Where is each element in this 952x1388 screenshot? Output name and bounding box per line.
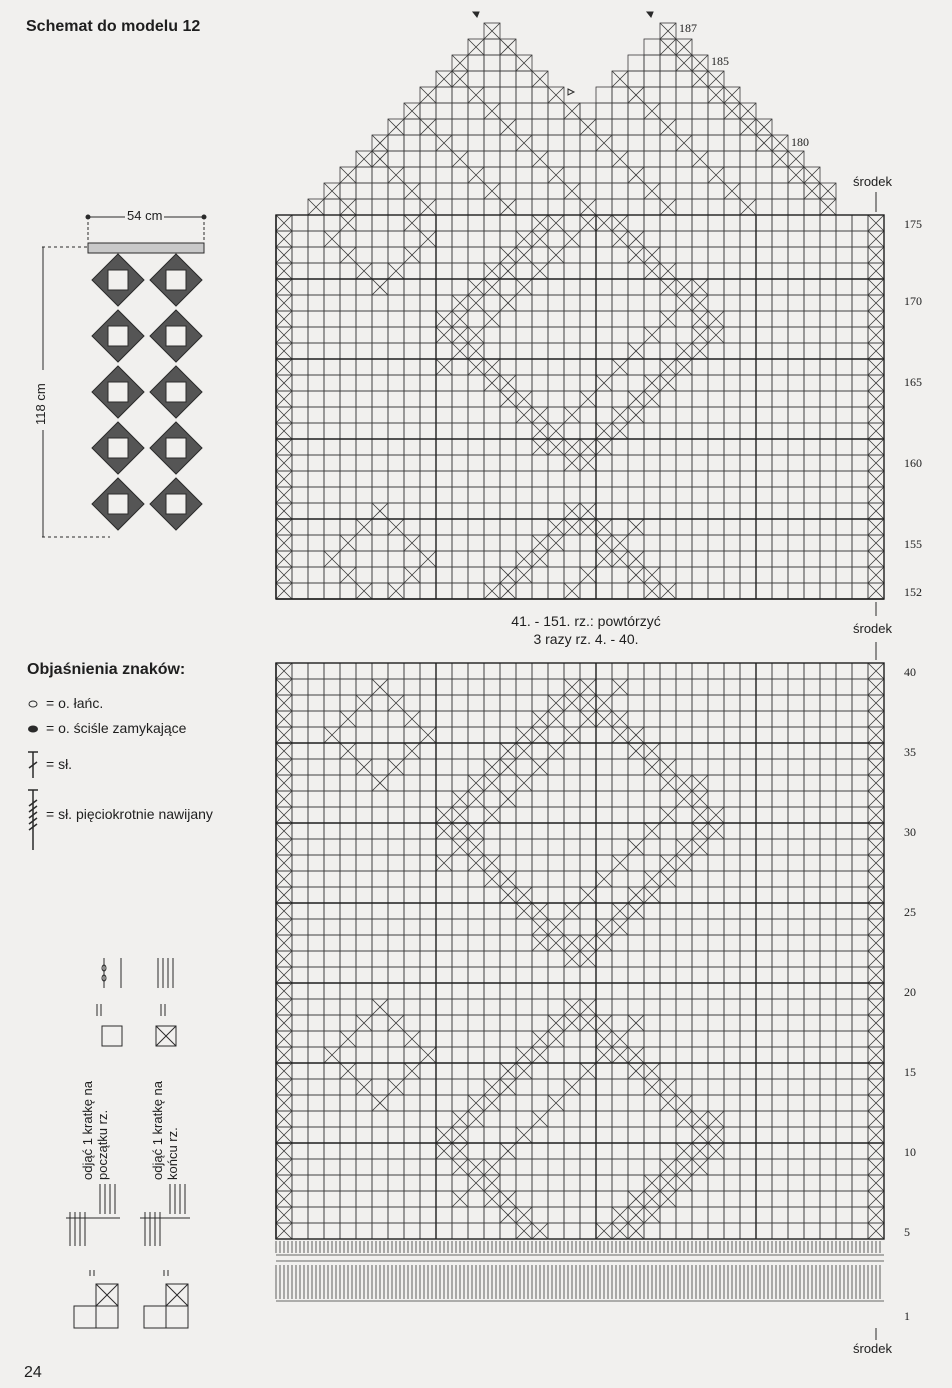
lower-row-label: 30 <box>904 825 916 839</box>
legend-title: Objaśnienia znaków: <box>27 661 186 678</box>
srodek-label-middle: środek <box>853 621 893 636</box>
lower-row-label: 1 <box>904 1309 910 1323</box>
lower-row-label: 20 <box>904 985 916 999</box>
legend-item-chain: = o. łańc. <box>46 695 104 711</box>
upper-row-label: 165 <box>904 375 922 389</box>
repeat-note-line-1: 41. - 151. rz.: powtórzyć <box>511 613 661 629</box>
upper-top-label: 185 <box>711 54 729 68</box>
decrease-end-label: odjąć 1 kratkę na końcu rz. <box>150 1080 180 1180</box>
upper-top-label: 180 <box>791 135 809 149</box>
upper-row-label: 170 <box>904 294 922 308</box>
upper-row-label: 152 <box>904 585 922 599</box>
height-dimension-label: 118 cm <box>33 383 48 425</box>
page-title: Schemat do modelu 12 <box>26 18 201 35</box>
lower-row-label: 5 <box>904 1225 910 1239</box>
lower-row-label: 25 <box>904 905 916 919</box>
decrease-start-label: odjąć 1 kratkę na początku rz. <box>80 1080 110 1180</box>
repeat-note-line-2: 3 razy rz. 4. - 40. <box>533 631 639 647</box>
upper-row-label: 175 <box>904 217 922 231</box>
legend-item-slip: = o. ściśle zamykające <box>46 720 187 736</box>
page-number: 24 <box>24 1364 42 1381</box>
srodek-label-upper: środek <box>853 174 893 189</box>
legend-item-dc: = sł. <box>46 756 73 772</box>
upper-row-label: 160 <box>904 456 922 470</box>
lower-row-label: 35 <box>904 745 916 759</box>
upper-row-label: 155 <box>904 537 922 551</box>
srodek-label-lower: środek <box>853 1341 893 1356</box>
lower-row-label: 40 <box>904 665 916 679</box>
legend-item-quintuple: = sł. pięciokrotnie nawijany <box>46 806 213 822</box>
upper-top-label: 187 <box>679 21 697 35</box>
width-dimension-label: 54 cm <box>127 208 163 223</box>
lower-row-label: 10 <box>904 1145 916 1159</box>
lower-row-label: 15 <box>904 1065 916 1079</box>
